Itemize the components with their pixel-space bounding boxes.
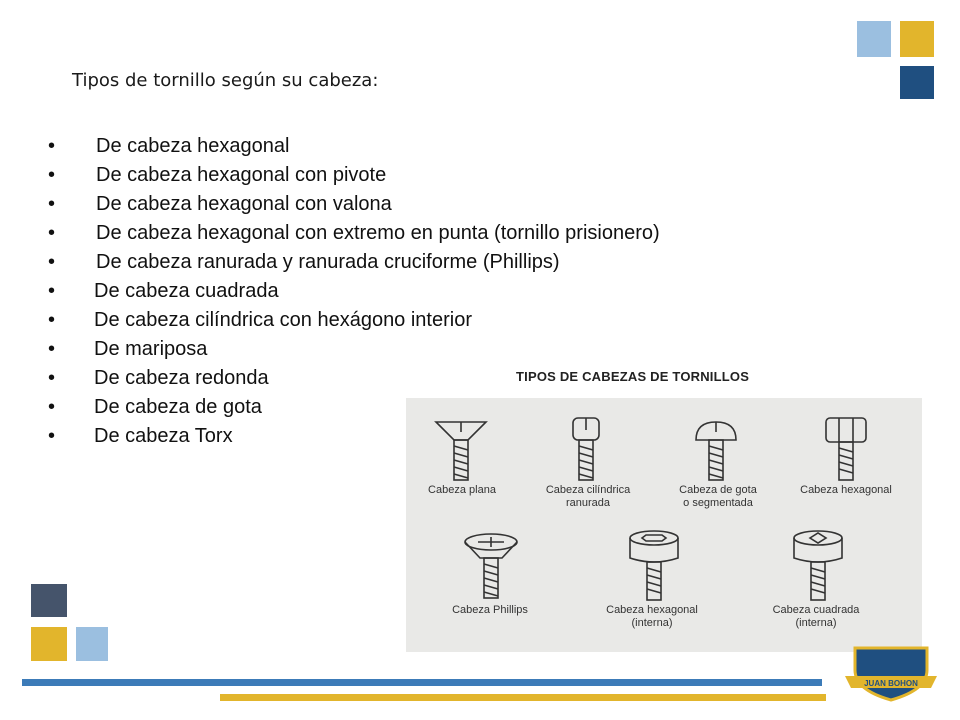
deco-square-light-blue-top	[857, 21, 891, 57]
bullet: •	[48, 338, 56, 360]
caption-line: Cabeza plana	[428, 484, 496, 496]
list-item-label: De cabeza hexagonal con pivote	[96, 164, 387, 186]
hex-head-screw-icon	[826, 418, 866, 480]
caption-line: Cabeza hexagonal	[800, 484, 892, 496]
caption-drop-head	[658, 484, 778, 510]
list-item-label: De cabeza cuadrada	[94, 280, 279, 302]
caption-slotted-cylinder	[528, 484, 648, 510]
caption-flat-head	[402, 484, 522, 497]
logo-text: JUAN BOHON	[864, 679, 918, 688]
screw-heads-figure	[406, 398, 922, 652]
deco-square-gold-bottom	[31, 627, 67, 661]
footer-bar-gold	[220, 694, 826, 701]
caption-line: o segmentada	[683, 497, 753, 509]
deco-square-navy-top	[900, 66, 934, 99]
bullet: •	[48, 309, 56, 331]
caption-line: Cabeza cuadrada	[772, 604, 860, 616]
square-socket-head-screw-icon	[794, 531, 842, 600]
caption-hex-head	[786, 484, 906, 497]
drop-head-screw-icon	[696, 422, 736, 480]
caption-square-socket	[756, 604, 876, 630]
caption-line: Cabeza Phillips	[452, 604, 528, 616]
figure-title: TIPOS DE CABEZAS DE TORNILLOS	[516, 369, 750, 384]
juan-bohon-shield-logo	[843, 646, 939, 702]
list-item-label: De cabeza cilíndrica con hexágono interior	[94, 309, 472, 331]
bullet: •	[48, 367, 56, 389]
deco-square-gold-top	[900, 21, 934, 57]
phillips-head-screw-icon	[465, 534, 517, 598]
list-item-label: De cabeza hexagonal con valona	[96, 193, 392, 215]
caption-line: (interna)	[795, 617, 837, 629]
bullet: •	[48, 193, 56, 215]
caption-line: Cabeza cilíndrica	[545, 484, 631, 496]
list-item-label: De cabeza Torx	[94, 425, 233, 447]
caption-phillips	[430, 604, 550, 617]
bullet: •	[48, 280, 56, 302]
deco-square-light-blue-bottom	[76, 627, 108, 661]
caption-line: ranurada	[565, 497, 611, 509]
bullet: •	[48, 251, 56, 273]
bullet: •	[48, 425, 56, 447]
bullet: •	[48, 164, 56, 186]
list-item-label: De cabeza de gota	[94, 396, 262, 418]
caption-hex-socket	[592, 604, 712, 630]
deco-square-slate-bottom	[31, 584, 67, 617]
bullet: •	[48, 396, 56, 418]
list-item-label: De mariposa	[94, 338, 208, 360]
caption-line: Cabeza de gota	[679, 484, 757, 496]
list-item-label: De cabeza ranurada y ranurada cruciforme (Phillips)	[96, 251, 560, 273]
list-item-label: De cabeza redonda	[94, 367, 269, 389]
list-item-label: De cabeza hexagonal con extremo en punta (tornillo prisionero)	[96, 222, 660, 244]
hex-socket-head-screw-icon	[630, 531, 678, 600]
footer-bar-blue	[22, 679, 822, 686]
list-item-label: De cabeza hexagonal	[96, 135, 290, 157]
caption-line: (interna)	[631, 617, 673, 629]
flat-head-screw-icon	[436, 422, 486, 480]
slotted-cylinder-head-screw-icon	[573, 418, 599, 480]
caption-line: Cabeza hexagonal	[606, 604, 698, 616]
bullet: •	[48, 222, 56, 244]
slide-title: Tipos de tornillo según su cabeza:	[72, 70, 379, 91]
bullet: •	[48, 135, 56, 157]
